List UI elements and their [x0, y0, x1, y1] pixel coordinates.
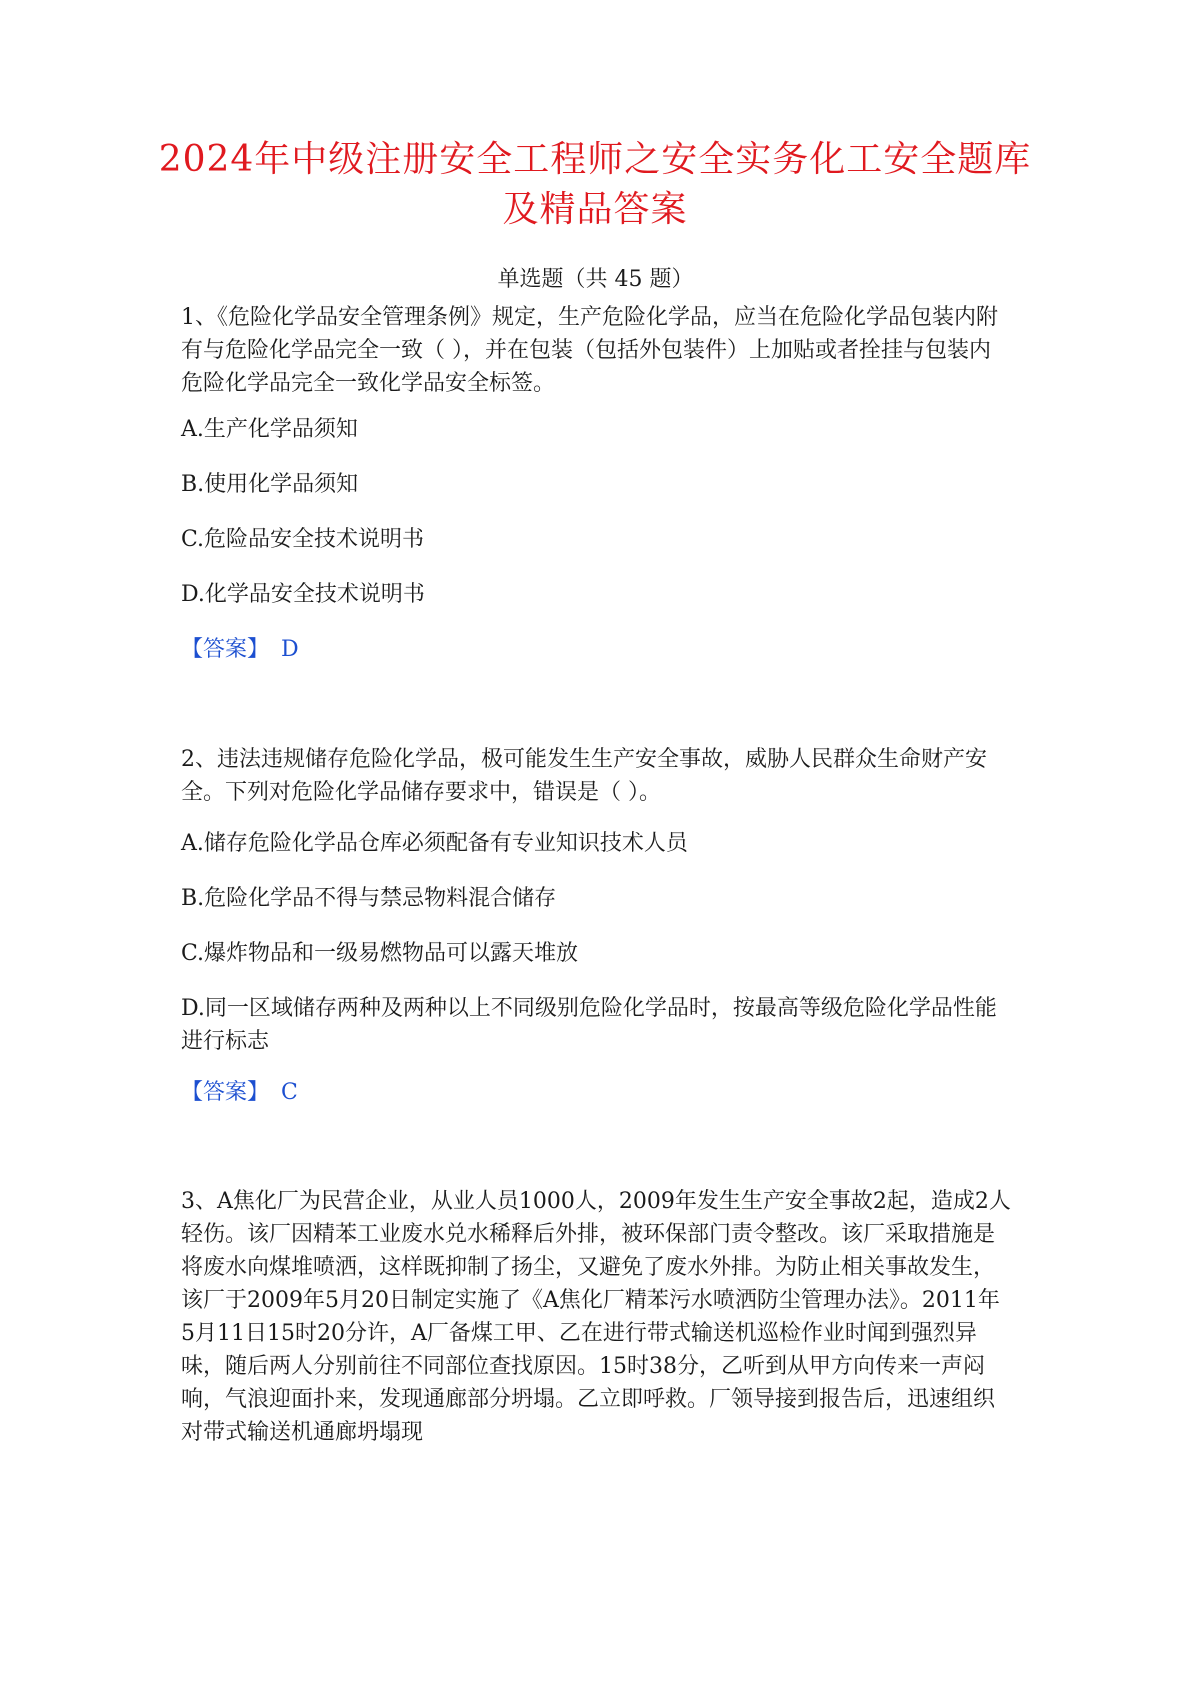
question-2-option-c: C.爆炸物品和一级易燃物品可以露天堆放 [181, 941, 579, 966]
question-2-option-a: A.储存危险化学品仓库必须配备有专业知识技术人员 [181, 831, 688, 856]
question-1-option-b: B.使用化学品须知 [181, 472, 359, 497]
question-2-stem: 2、违法违规储存危险化学品，极可能发生生产安全事故，威胁人民群众生命财产安全。下列对危险化学品储存要求中，错误是（ ）。 [181, 747, 987, 805]
question-1-option-d: D.化学品安全技术说明书 [181, 582, 425, 607]
answer-label: 【答案】 [181, 1080, 270, 1105]
question-1-answer [181, 633, 299, 666]
question-1-option-c: C.危险品安全技术说明书 [181, 527, 425, 552]
question-1-option-a: A.生产化学品须知 [181, 417, 358, 442]
question-2-option-d: D.同一区域储存两种及两种以上不同级别危险化学品时，按最高等级危险化学品性能进行标志 [181, 996, 997, 1054]
document-title: 2024年中级注册安全工程师之安全实务化工安全题库及精品答案 [158, 139, 1032, 230]
question-1-stem: 1、《危险化学品安全管理条例》规定，生产危险化学品，应当在危险化学品包装内附有与危险化学品完全一致（ ），并在包装（包括外包装件）上加贴或者拴挂与包装内危险化学品完全一致化学品安全标签。 [181, 305, 998, 396]
section-heading: 单选题（共 45 题） [497, 267, 694, 292]
answer-value: D [281, 637, 299, 662]
question-2-option-b: B.危险化学品不得与禁忌物料混合储存 [181, 886, 557, 911]
answer-label: 【答案】 [181, 637, 270, 662]
question-3-stem: 3、A焦化厂为民营企业，从业人员1000人，2009年发生生产安全事故2起，造成2人轻伤。该厂因精苯工业废水兑水稀释后外排，被环保部门责令整改。该厂采取措施是将废水向煤堆喷洒，这样既抑制了扬尘，又避免了废水外排。为防止相关事故发生，该厂于2009年5月20日制定实施了《A焦化厂精苯污水喷洒防尘管理办法》。2011年5月11日15时20分许，A厂备煤工甲、乙在进行带式输送机巡检作业时闻到强烈异味，随后两人分别前往不同部位查找原因。15时38分，乙听到从甲方向传来一声闷响，气浪迎面扑来，发现通廊部分坍塌。乙立即呼救。厂领导接到报告后，迅速组织对带式输送机通廊坍塌现 [181, 1189, 1011, 1445]
question-2-answer [181, 1076, 298, 1109]
answer-value: C [281, 1080, 298, 1105]
